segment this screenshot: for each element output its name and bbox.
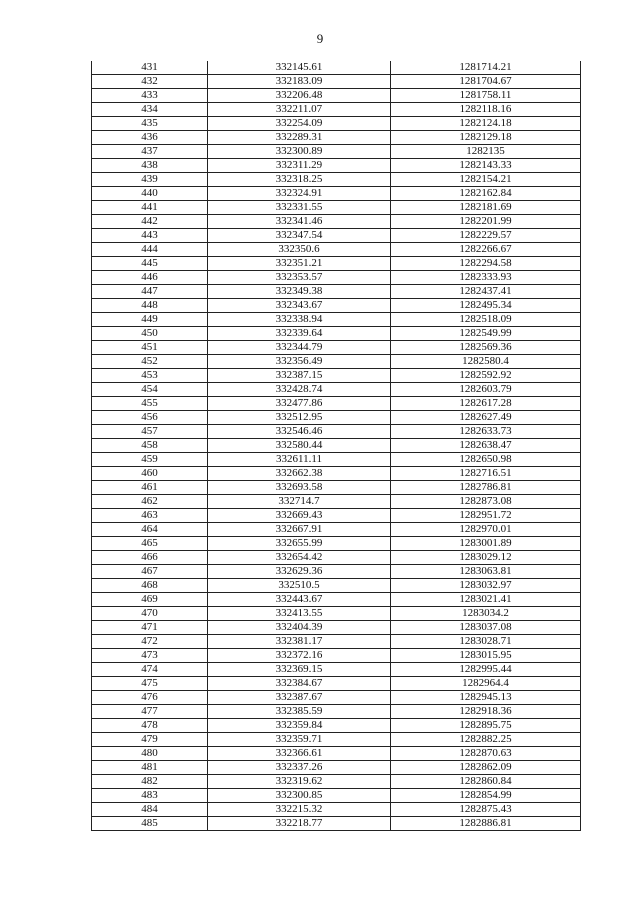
point-number-cell: 447 bbox=[92, 285, 208, 299]
y-coordinate-cell: 1282518.09 bbox=[391, 313, 581, 327]
table-row bbox=[92, 285, 581, 299]
table-row bbox=[92, 719, 581, 733]
x-coordinate-cell: 332300.85 bbox=[208, 789, 391, 803]
table-row bbox=[92, 481, 581, 495]
x-coordinate-cell: 332331.55 bbox=[208, 201, 391, 215]
table-row bbox=[92, 705, 581, 719]
table-row bbox=[92, 187, 581, 201]
table-row bbox=[92, 327, 581, 341]
table-row bbox=[92, 173, 581, 187]
x-coordinate-cell: 332477.86 bbox=[208, 397, 391, 411]
table-row bbox=[92, 103, 581, 117]
point-number-cell: 448 bbox=[92, 299, 208, 313]
y-coordinate-cell: 1282437.41 bbox=[391, 285, 581, 299]
x-coordinate-cell: 332351.21 bbox=[208, 257, 391, 271]
point-number-cell: 466 bbox=[92, 551, 208, 565]
x-coordinate-cell: 332693.58 bbox=[208, 481, 391, 495]
point-number-cell: 485 bbox=[92, 817, 208, 831]
y-coordinate-cell: 1282862.09 bbox=[391, 761, 581, 775]
table-row bbox=[92, 635, 581, 649]
point-number-cell: 462 bbox=[92, 495, 208, 509]
y-coordinate-cell: 1283028.71 bbox=[391, 635, 581, 649]
y-coordinate-cell: 1282201.99 bbox=[391, 215, 581, 229]
table-row bbox=[92, 565, 581, 579]
y-coordinate-cell: 1282970.01 bbox=[391, 523, 581, 537]
point-number-cell: 441 bbox=[92, 201, 208, 215]
table-row bbox=[92, 145, 581, 159]
x-coordinate-cell: 332319.62 bbox=[208, 775, 391, 789]
point-number-cell: 436 bbox=[92, 131, 208, 145]
x-coordinate-cell: 332145.61 bbox=[208, 61, 391, 75]
table-row bbox=[92, 299, 581, 313]
x-coordinate-cell: 332300.89 bbox=[208, 145, 391, 159]
point-number-cell: 464 bbox=[92, 523, 208, 537]
x-coordinate-cell: 332211.07 bbox=[208, 103, 391, 117]
x-coordinate-cell: 332512.95 bbox=[208, 411, 391, 425]
y-coordinate-cell: 1282951.72 bbox=[391, 509, 581, 523]
y-coordinate-cell: 1282580.4 bbox=[391, 355, 581, 369]
x-coordinate-cell: 332343.67 bbox=[208, 299, 391, 313]
point-number-cell: 455 bbox=[92, 397, 208, 411]
table-row bbox=[92, 509, 581, 523]
x-coordinate-cell: 332369.15 bbox=[208, 663, 391, 677]
x-coordinate-cell: 332428.74 bbox=[208, 383, 391, 397]
x-coordinate-cell: 332183.09 bbox=[208, 75, 391, 89]
y-coordinate-cell: 1282495.34 bbox=[391, 299, 581, 313]
y-coordinate-cell: 1282294.58 bbox=[391, 257, 581, 271]
y-coordinate-cell: 1282135 bbox=[391, 145, 581, 159]
x-coordinate-cell: 332206.48 bbox=[208, 89, 391, 103]
y-coordinate-cell: 1282229.57 bbox=[391, 229, 581, 243]
point-number-cell: 481 bbox=[92, 761, 208, 775]
table-row bbox=[92, 89, 581, 103]
point-number-cell: 477 bbox=[92, 705, 208, 719]
table-row bbox=[92, 271, 581, 285]
point-number-cell: 474 bbox=[92, 663, 208, 677]
point-number-cell: 457 bbox=[92, 425, 208, 439]
point-number-cell: 450 bbox=[92, 327, 208, 341]
x-coordinate-cell: 332359.71 bbox=[208, 733, 391, 747]
y-coordinate-cell: 1282870.63 bbox=[391, 747, 581, 761]
point-number-cell: 459 bbox=[92, 453, 208, 467]
y-coordinate-cell: 1282964.4 bbox=[391, 677, 581, 691]
y-coordinate-cell: 1282129.18 bbox=[391, 131, 581, 145]
point-number-cell: 476 bbox=[92, 691, 208, 705]
x-coordinate-cell: 332443.67 bbox=[208, 593, 391, 607]
x-coordinate-cell: 332662.38 bbox=[208, 467, 391, 481]
x-coordinate-cell: 332289.31 bbox=[208, 131, 391, 145]
coordinates-table bbox=[91, 61, 581, 831]
x-coordinate-cell: 332339.64 bbox=[208, 327, 391, 341]
y-coordinate-cell: 1283029.12 bbox=[391, 551, 581, 565]
x-coordinate-cell: 332347.54 bbox=[208, 229, 391, 243]
y-coordinate-cell: 1282627.49 bbox=[391, 411, 581, 425]
point-number-cell: 484 bbox=[92, 803, 208, 817]
point-number-cell: 465 bbox=[92, 537, 208, 551]
y-coordinate-cell: 1282333.93 bbox=[391, 271, 581, 285]
y-coordinate-cell: 1282854.99 bbox=[391, 789, 581, 803]
table-row bbox=[92, 229, 581, 243]
table-row bbox=[92, 131, 581, 145]
table-row bbox=[92, 523, 581, 537]
y-coordinate-cell: 1283034.2 bbox=[391, 607, 581, 621]
table-row bbox=[92, 257, 581, 271]
table-row bbox=[92, 733, 581, 747]
table-row bbox=[92, 453, 581, 467]
table-row bbox=[92, 117, 581, 131]
y-coordinate-cell: 1281714.21 bbox=[391, 61, 581, 75]
point-number-cell: 469 bbox=[92, 593, 208, 607]
table-row bbox=[92, 761, 581, 775]
y-coordinate-cell: 1283015.95 bbox=[391, 649, 581, 663]
point-number-cell: 456 bbox=[92, 411, 208, 425]
point-number-cell: 463 bbox=[92, 509, 208, 523]
point-number-cell: 470 bbox=[92, 607, 208, 621]
table-row bbox=[92, 747, 581, 761]
x-coordinate-cell: 332714.7 bbox=[208, 495, 391, 509]
point-number-cell: 449 bbox=[92, 313, 208, 327]
x-coordinate-cell: 332387.15 bbox=[208, 369, 391, 383]
table-row bbox=[92, 691, 581, 705]
table-row bbox=[92, 593, 581, 607]
y-coordinate-cell: 1282882.25 bbox=[391, 733, 581, 747]
table-row bbox=[92, 789, 581, 803]
table-row bbox=[92, 341, 581, 355]
y-coordinate-cell: 1282569.36 bbox=[391, 341, 581, 355]
table-row bbox=[92, 663, 581, 677]
table-row bbox=[92, 201, 581, 215]
table-row bbox=[92, 495, 581, 509]
table-row bbox=[92, 215, 581, 229]
y-coordinate-cell: 1283032.97 bbox=[391, 579, 581, 593]
point-number-cell: 458 bbox=[92, 439, 208, 453]
table-row bbox=[92, 677, 581, 691]
y-coordinate-cell: 1282860.84 bbox=[391, 775, 581, 789]
x-coordinate-cell: 332654.42 bbox=[208, 551, 391, 565]
point-number-cell: 480 bbox=[92, 747, 208, 761]
x-coordinate-cell: 332629.36 bbox=[208, 565, 391, 579]
x-coordinate-cell: 332384.67 bbox=[208, 677, 391, 691]
y-coordinate-cell: 1282895.75 bbox=[391, 719, 581, 733]
table-row bbox=[92, 607, 581, 621]
table-row bbox=[92, 243, 581, 257]
point-number-cell: 442 bbox=[92, 215, 208, 229]
point-number-cell: 454 bbox=[92, 383, 208, 397]
coordinates-table-body bbox=[92, 61, 581, 831]
y-coordinate-cell: 1283063.81 bbox=[391, 565, 581, 579]
x-coordinate-cell: 332387.67 bbox=[208, 691, 391, 705]
x-coordinate-cell: 332413.55 bbox=[208, 607, 391, 621]
y-coordinate-cell: 1282617.28 bbox=[391, 397, 581, 411]
y-coordinate-cell: 1282118.16 bbox=[391, 103, 581, 117]
y-coordinate-cell: 1282633.73 bbox=[391, 425, 581, 439]
point-number-cell: 438 bbox=[92, 159, 208, 173]
y-coordinate-cell: 1281758.11 bbox=[391, 89, 581, 103]
point-number-cell: 434 bbox=[92, 103, 208, 117]
table-row bbox=[92, 369, 581, 383]
y-coordinate-cell: 1283001.89 bbox=[391, 537, 581, 551]
y-coordinate-cell: 1282124.18 bbox=[391, 117, 581, 131]
table-row bbox=[92, 467, 581, 481]
point-number-cell: 437 bbox=[92, 145, 208, 159]
point-number-cell: 482 bbox=[92, 775, 208, 789]
y-coordinate-cell: 1281704.67 bbox=[391, 75, 581, 89]
table-row bbox=[92, 159, 581, 173]
x-coordinate-cell: 332344.79 bbox=[208, 341, 391, 355]
y-coordinate-cell: 1282638.47 bbox=[391, 439, 581, 453]
y-coordinate-cell: 1282873.08 bbox=[391, 495, 581, 509]
point-number-cell: 444 bbox=[92, 243, 208, 257]
y-coordinate-cell: 1282786.81 bbox=[391, 481, 581, 495]
table-row bbox=[92, 775, 581, 789]
y-coordinate-cell: 1283037.08 bbox=[391, 621, 581, 635]
table-row bbox=[92, 439, 581, 453]
point-number-cell: 478 bbox=[92, 719, 208, 733]
table-row bbox=[92, 817, 581, 831]
y-coordinate-cell: 1282154.21 bbox=[391, 173, 581, 187]
y-coordinate-cell: 1282886.81 bbox=[391, 817, 581, 831]
point-number-cell: 460 bbox=[92, 467, 208, 481]
x-coordinate-cell: 332404.39 bbox=[208, 621, 391, 635]
point-number-cell: 471 bbox=[92, 621, 208, 635]
x-coordinate-cell: 332215.32 bbox=[208, 803, 391, 817]
x-coordinate-cell: 332580.44 bbox=[208, 439, 391, 453]
y-coordinate-cell: 1282650.98 bbox=[391, 453, 581, 467]
table-row bbox=[92, 621, 581, 635]
y-coordinate-cell: 1282162.84 bbox=[391, 187, 581, 201]
x-coordinate-cell: 332218.77 bbox=[208, 817, 391, 831]
x-coordinate-cell: 332318.25 bbox=[208, 173, 391, 187]
point-number-cell: 453 bbox=[92, 369, 208, 383]
x-coordinate-cell: 332667.91 bbox=[208, 523, 391, 537]
y-coordinate-cell: 1282918.36 bbox=[391, 705, 581, 719]
x-coordinate-cell: 332381.17 bbox=[208, 635, 391, 649]
y-coordinate-cell: 1282143.33 bbox=[391, 159, 581, 173]
table-row bbox=[92, 61, 581, 75]
point-number-cell: 433 bbox=[92, 89, 208, 103]
point-number-cell: 483 bbox=[92, 789, 208, 803]
x-coordinate-cell: 332350.6 bbox=[208, 243, 391, 257]
table-row bbox=[92, 803, 581, 817]
x-coordinate-cell: 332359.84 bbox=[208, 719, 391, 733]
point-number-cell: 468 bbox=[92, 579, 208, 593]
table-row bbox=[92, 397, 581, 411]
point-number-cell: 473 bbox=[92, 649, 208, 663]
y-coordinate-cell: 1282716.51 bbox=[391, 467, 581, 481]
x-coordinate-cell: 332372.16 bbox=[208, 649, 391, 663]
x-coordinate-cell: 332510.5 bbox=[208, 579, 391, 593]
y-coordinate-cell: 1282875.43 bbox=[391, 803, 581, 817]
x-coordinate-cell: 332341.46 bbox=[208, 215, 391, 229]
x-coordinate-cell: 332385.59 bbox=[208, 705, 391, 719]
point-number-cell: 435 bbox=[92, 117, 208, 131]
point-number-cell: 445 bbox=[92, 257, 208, 271]
point-number-cell: 451 bbox=[92, 341, 208, 355]
x-coordinate-cell: 332366.61 bbox=[208, 747, 391, 761]
point-number-cell: 461 bbox=[92, 481, 208, 495]
x-coordinate-cell: 332611.11 bbox=[208, 453, 391, 467]
y-coordinate-cell: 1282995.44 bbox=[391, 663, 581, 677]
table-row bbox=[92, 425, 581, 439]
x-coordinate-cell: 332546.46 bbox=[208, 425, 391, 439]
point-number-cell: 467 bbox=[92, 565, 208, 579]
y-coordinate-cell: 1282181.69 bbox=[391, 201, 581, 215]
x-coordinate-cell: 332324.91 bbox=[208, 187, 391, 201]
y-coordinate-cell: 1282945.13 bbox=[391, 691, 581, 705]
table-row bbox=[92, 411, 581, 425]
page-number: 9 bbox=[316, 31, 324, 46]
point-number-cell: 440 bbox=[92, 187, 208, 201]
table-row bbox=[92, 551, 581, 565]
x-coordinate-cell: 332338.94 bbox=[208, 313, 391, 327]
point-number-cell: 472 bbox=[92, 635, 208, 649]
table-row bbox=[92, 355, 581, 369]
x-coordinate-cell: 332353.57 bbox=[208, 271, 391, 285]
x-coordinate-cell: 332669.43 bbox=[208, 509, 391, 523]
point-number-cell: 475 bbox=[92, 677, 208, 691]
table-row bbox=[92, 649, 581, 663]
x-coordinate-cell: 332349.38 bbox=[208, 285, 391, 299]
point-number-cell: 431 bbox=[92, 61, 208, 75]
y-coordinate-cell: 1283021.41 bbox=[391, 593, 581, 607]
point-number-cell: 479 bbox=[92, 733, 208, 747]
point-number-cell: 439 bbox=[92, 173, 208, 187]
y-coordinate-cell: 1282549.99 bbox=[391, 327, 581, 341]
point-number-cell: 452 bbox=[92, 355, 208, 369]
x-coordinate-cell: 332655.99 bbox=[208, 537, 391, 551]
y-coordinate-cell: 1282603.79 bbox=[391, 383, 581, 397]
x-coordinate-cell: 332311.29 bbox=[208, 159, 391, 173]
x-coordinate-cell: 332254.09 bbox=[208, 117, 391, 131]
x-coordinate-cell: 332356.49 bbox=[208, 355, 391, 369]
table-row bbox=[92, 537, 581, 551]
table-row bbox=[92, 579, 581, 593]
point-number-cell: 446 bbox=[92, 271, 208, 285]
y-coordinate-cell: 1282592.92 bbox=[391, 369, 581, 383]
table-row bbox=[92, 313, 581, 327]
point-number-cell: 443 bbox=[92, 229, 208, 243]
table-row bbox=[92, 75, 581, 89]
point-number-cell: 432 bbox=[92, 75, 208, 89]
table-row bbox=[92, 383, 581, 397]
x-coordinate-cell: 332337.26 bbox=[208, 761, 391, 775]
y-coordinate-cell: 1282266.67 bbox=[391, 243, 581, 257]
